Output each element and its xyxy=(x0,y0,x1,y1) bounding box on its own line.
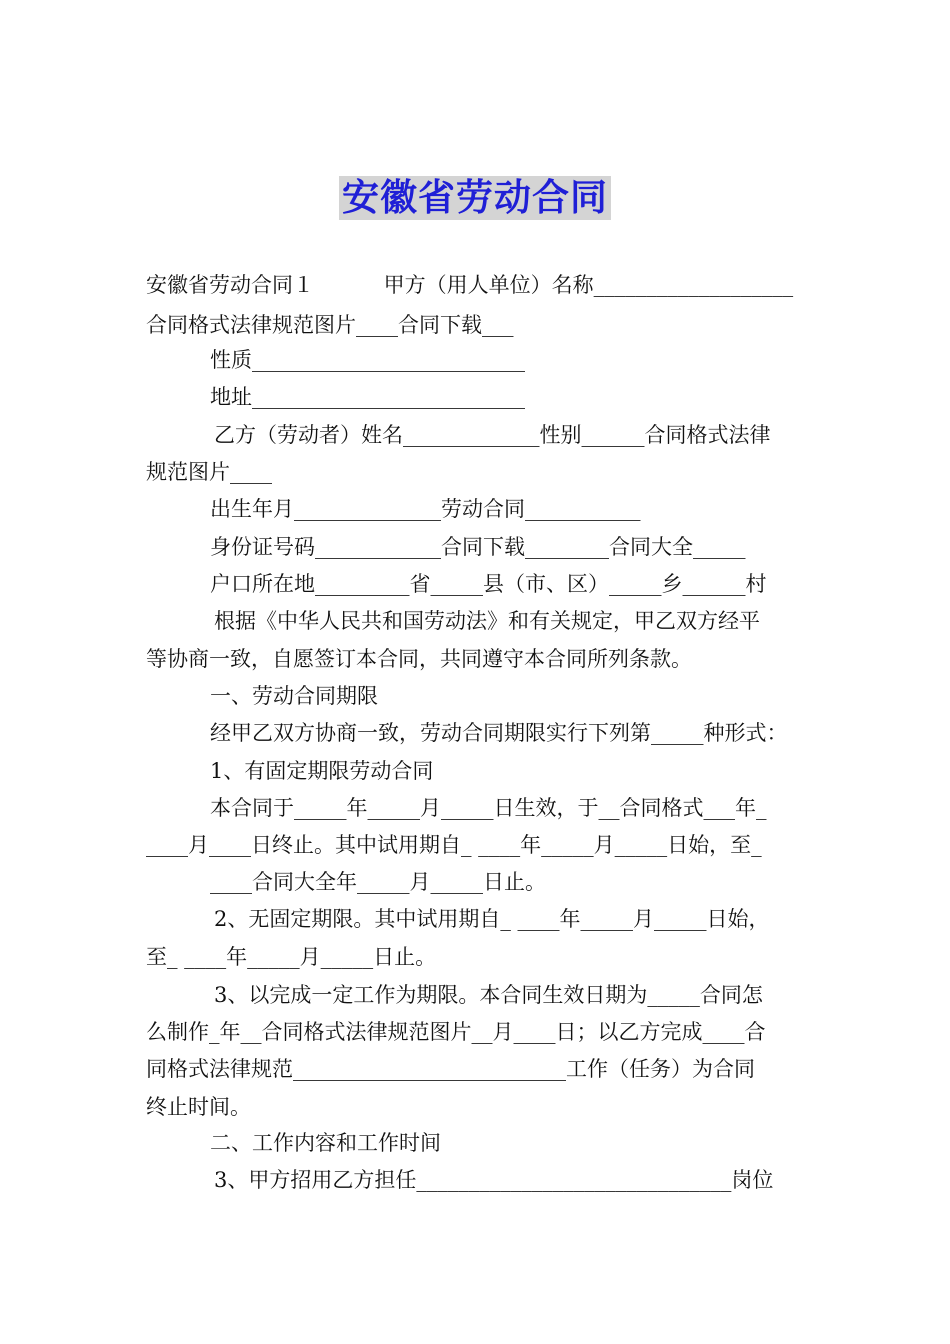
text-line: 至_ ____年_____月_____日止。 xyxy=(146,945,437,969)
section-heading: 二、工作内容和工作时间 xyxy=(210,1131,441,1155)
text-line: ____月____日终止。其中试用期自_ ____年_____月_____日始，至_ xyxy=(146,833,762,857)
text-line: 户口所在地_________省_____县（市、区）_____乡______村 xyxy=(210,572,767,596)
text-line: 地址__________________________ xyxy=(210,385,525,409)
text-line: 合同格式法律规范图片____合同下载___ xyxy=(146,313,514,337)
document-title-wrap xyxy=(0,176,950,220)
text-line: 安徽省劳动合同１ 甲方（用人单位）名称___________________ xyxy=(146,273,794,297)
text-line: 乙方（劳动者）姓名_____________性别______合同格式法律 xyxy=(214,423,771,447)
text-line: 终止时间。 xyxy=(146,1095,251,1119)
text-line: 本合同于_____年_____月_____日生效，于__合同格式___年_ xyxy=(210,796,767,820)
text-line: 性质__________________________ xyxy=(210,348,525,372)
text-line: ____合同大全年_____月_____日止。 xyxy=(210,870,546,894)
text-line: 3、以完成一定工作为期限。本合同生效日期为_____合同怎 xyxy=(214,983,763,1007)
text-line: 身份证号码____________合同下载________合同大全_____ xyxy=(210,535,746,559)
text-line: 2、无固定期限。其中试用期自_ ____年_____月_____日始， xyxy=(214,907,770,931)
text-line: 出生年月______________劳动合同___________ xyxy=(210,497,641,521)
text-line: 3、甲方招用乙方担任______________________________岗位 xyxy=(214,1168,774,1192)
text-line: 等协商一致，自愿签订本合同，共同遵守本合同所列条款。 xyxy=(146,647,692,671)
document-title: 安徽省劳动合同 xyxy=(339,176,611,220)
text-line: 经甲乙双方协商一致，劳动合同期限实行下列第_____种形式： xyxy=(210,721,788,745)
text-line: 同格式法律规范__________________________工作（任务）为合同 xyxy=(146,1057,755,1081)
text-line: 根据《中华人民共和国劳动法》和有关规定，甲乙双方经平 xyxy=(214,609,760,633)
text-line: 规范图片____ xyxy=(146,460,272,484)
section-heading: 一、劳动合同期限 xyxy=(210,684,378,708)
text-line: 么制作_年__合同格式法律规范图片__月____日；以乙方完成____合 xyxy=(146,1020,766,1044)
text-line: 1、有固定期限劳动合同 xyxy=(210,759,434,783)
